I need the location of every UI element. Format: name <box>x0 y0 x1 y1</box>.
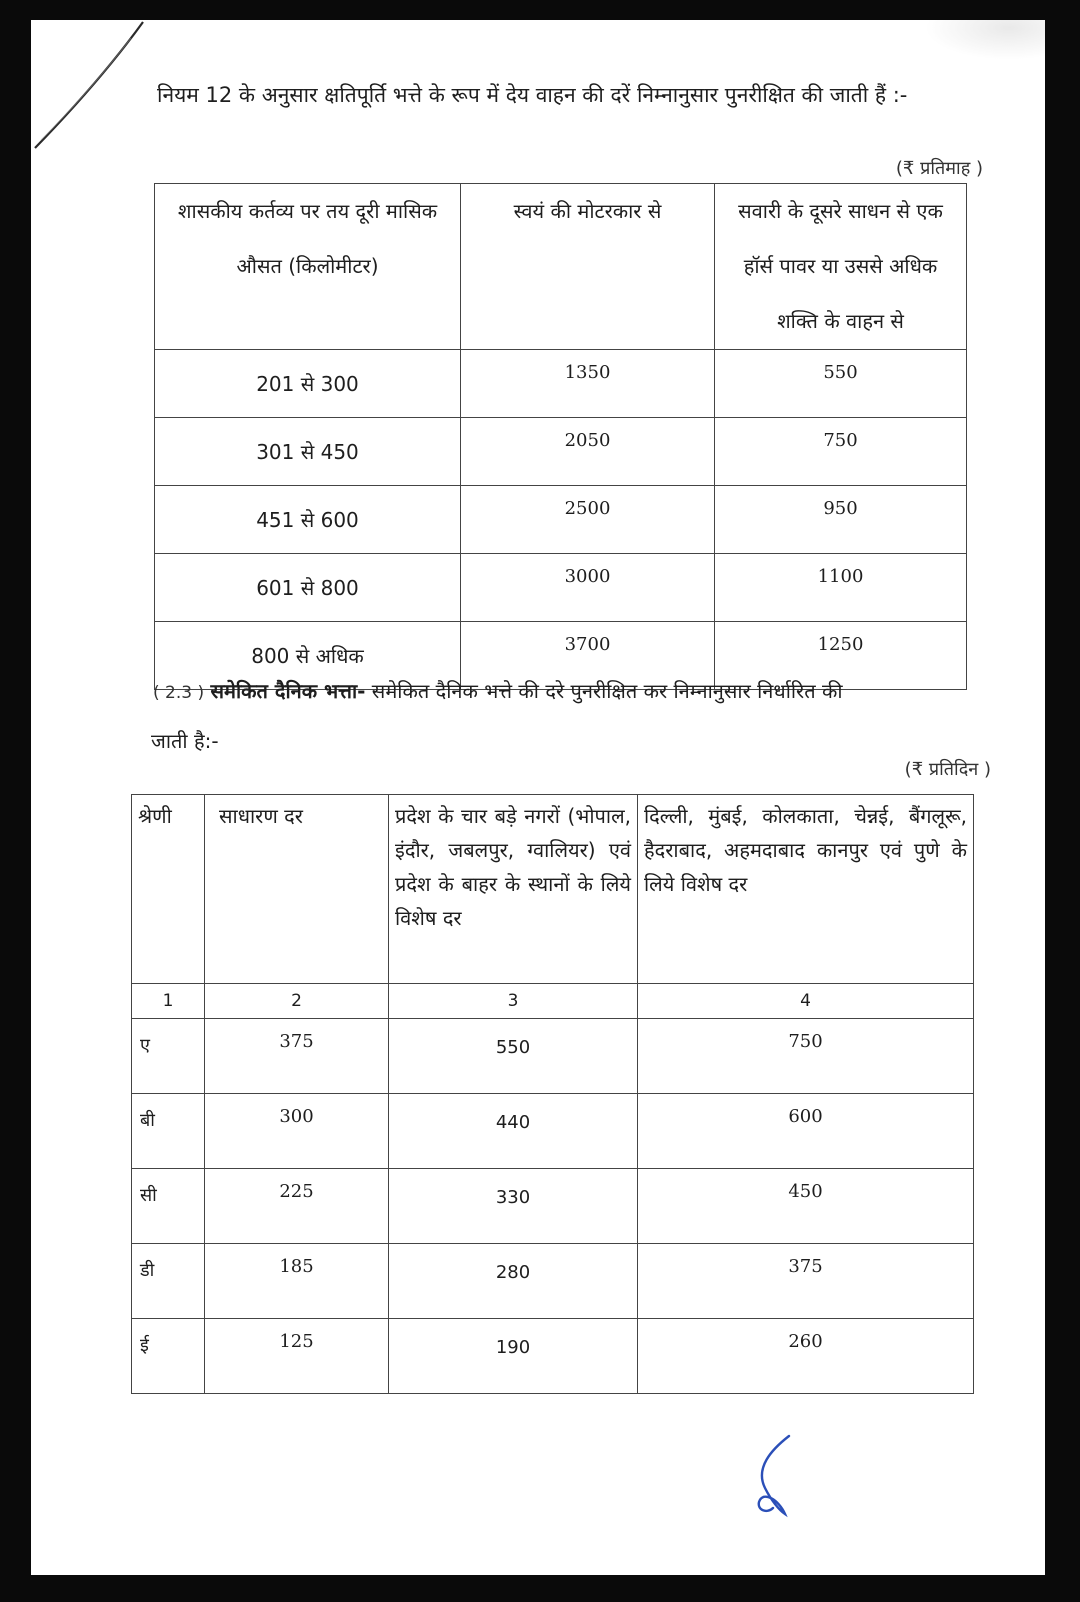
document-page <box>31 20 1045 1575</box>
metro-cities-rate-cell: 260 <box>638 1319 974 1394</box>
metro-cities-rate-cell: 750 <box>638 1019 974 1094</box>
header-own-motorcar: स्वयं की मोटरकार से <box>461 184 715 350</box>
section-text-continued: जाती है:- <box>151 729 219 753</box>
distance-cell: 800 से अधिक <box>155 622 461 690</box>
header-ordinary-rate: साधारण दर <box>205 795 389 984</box>
table-row <box>155 350 967 418</box>
table-row <box>132 1094 974 1169</box>
table-row <box>132 1319 974 1394</box>
state-cities-rate-cell: 550 <box>389 1019 638 1094</box>
page-fold-mark <box>31 20 161 170</box>
table-row <box>155 486 967 554</box>
metro-cities-rate-cell: 450 <box>638 1169 974 1244</box>
category-cell: ई <box>132 1319 205 1394</box>
distance-cell: 601 से 800 <box>155 554 461 622</box>
motorcar-rate-cell: 3000 <box>461 554 715 622</box>
unit-per-day: (₹ प्रतिदिन ) <box>904 759 991 780</box>
column-index: 1 <box>132 984 205 1019</box>
header-other-vehicle: सवारी के दूसरे साधन से एक हॉर्स पावर या उससे अधिक शक्ति के वाहन से <box>715 184 967 350</box>
section-title: समेकित दैनिक भत्ता- <box>210 679 366 703</box>
distance-cell: 451 से 600 <box>155 486 461 554</box>
other-vehicle-rate-cell: 1250 <box>715 622 967 690</box>
table-row <box>132 1244 974 1319</box>
conveyance-allowance-table <box>154 183 967 690</box>
ordinary-rate-cell: 225 <box>205 1169 389 1244</box>
section-text: समेकित दैनिक भत्ते की दरे पुनरीक्षित कर निम्नानुसार निर्धारित की <box>371 679 843 703</box>
table-row <box>155 554 967 622</box>
signature-mark <box>749 1430 799 1520</box>
motorcar-rate-cell: 2500 <box>461 486 715 554</box>
other-vehicle-rate-cell: 1100 <box>715 554 967 622</box>
daily-allowance-table <box>131 794 974 1394</box>
column-index: 4 <box>638 984 974 1019</box>
ordinary-rate-cell: 125 <box>205 1319 389 1394</box>
motorcar-rate-cell: 2050 <box>461 418 715 486</box>
table-row <box>132 1169 974 1244</box>
ordinary-rate-cell: 185 <box>205 1244 389 1319</box>
other-vehicle-rate-cell: 550 <box>715 350 967 418</box>
unit-per-month: (₹ प्रतिमाह ) <box>895 158 983 179</box>
state-cities-rate-cell: 280 <box>389 1244 638 1319</box>
section-number: ( 2.3 ) <box>153 683 205 703</box>
metro-cities-rate-cell: 375 <box>638 1244 974 1319</box>
ordinary-rate-cell: 375 <box>205 1019 389 1094</box>
scan-smudge <box>925 20 1045 60</box>
state-cities-rate-cell: 190 <box>389 1319 638 1394</box>
category-cell: ए <box>132 1019 205 1094</box>
header-category: श्रेणी <box>132 795 205 984</box>
intro-paragraph: नियम 12 के अनुसार क्षतिपूर्ति भत्ते के रूप में देय वाहन की दरें निम्नानुसार पुनरीक्षित की जाती हैं :- <box>157 83 908 107</box>
header-distance: शासकीय कर्तव्य पर तय दूरी मासिक औसत (किलोमीटर) <box>155 184 461 350</box>
section-2-3-paragraph <box>153 678 843 704</box>
table-row <box>132 1019 974 1094</box>
header-metro-cities-rate: दिल्ली, मुंबई, कोलकाता, चेन्नई, बैंगलूरू, हैदराबाद, अहमदाबाद कानपुर एवं पुणे के लिये विशेष दर <box>638 795 974 984</box>
category-cell: डी <box>132 1244 205 1319</box>
category-cell: सी <box>132 1169 205 1244</box>
distance-cell: 301 से 450 <box>155 418 461 486</box>
column-index: 3 <box>389 984 638 1019</box>
other-vehicle-rate-cell: 750 <box>715 418 967 486</box>
column-index: 2 <box>205 984 389 1019</box>
motorcar-rate-cell: 1350 <box>461 350 715 418</box>
ordinary-rate-cell: 300 <box>205 1094 389 1169</box>
state-cities-rate-cell: 440 <box>389 1094 638 1169</box>
table-header-row <box>155 184 967 350</box>
metro-cities-rate-cell: 600 <box>638 1094 974 1169</box>
header-state-cities-rate: प्रदेश के चार बड़े नगरों (भोपाल, इंदौर, जबलपुर, ग्वालियर) एवं प्रदेश के बाहर के स्थानों के लिये विशेष दर <box>389 795 638 984</box>
table-header-row <box>132 795 974 984</box>
state-cities-rate-cell: 330 <box>389 1169 638 1244</box>
motorcar-rate-cell: 3700 <box>461 622 715 690</box>
column-index-row <box>132 984 974 1019</box>
distance-cell: 201 से 300 <box>155 350 461 418</box>
table-row <box>155 418 967 486</box>
other-vehicle-rate-cell: 950 <box>715 486 967 554</box>
category-cell: बी <box>132 1094 205 1169</box>
